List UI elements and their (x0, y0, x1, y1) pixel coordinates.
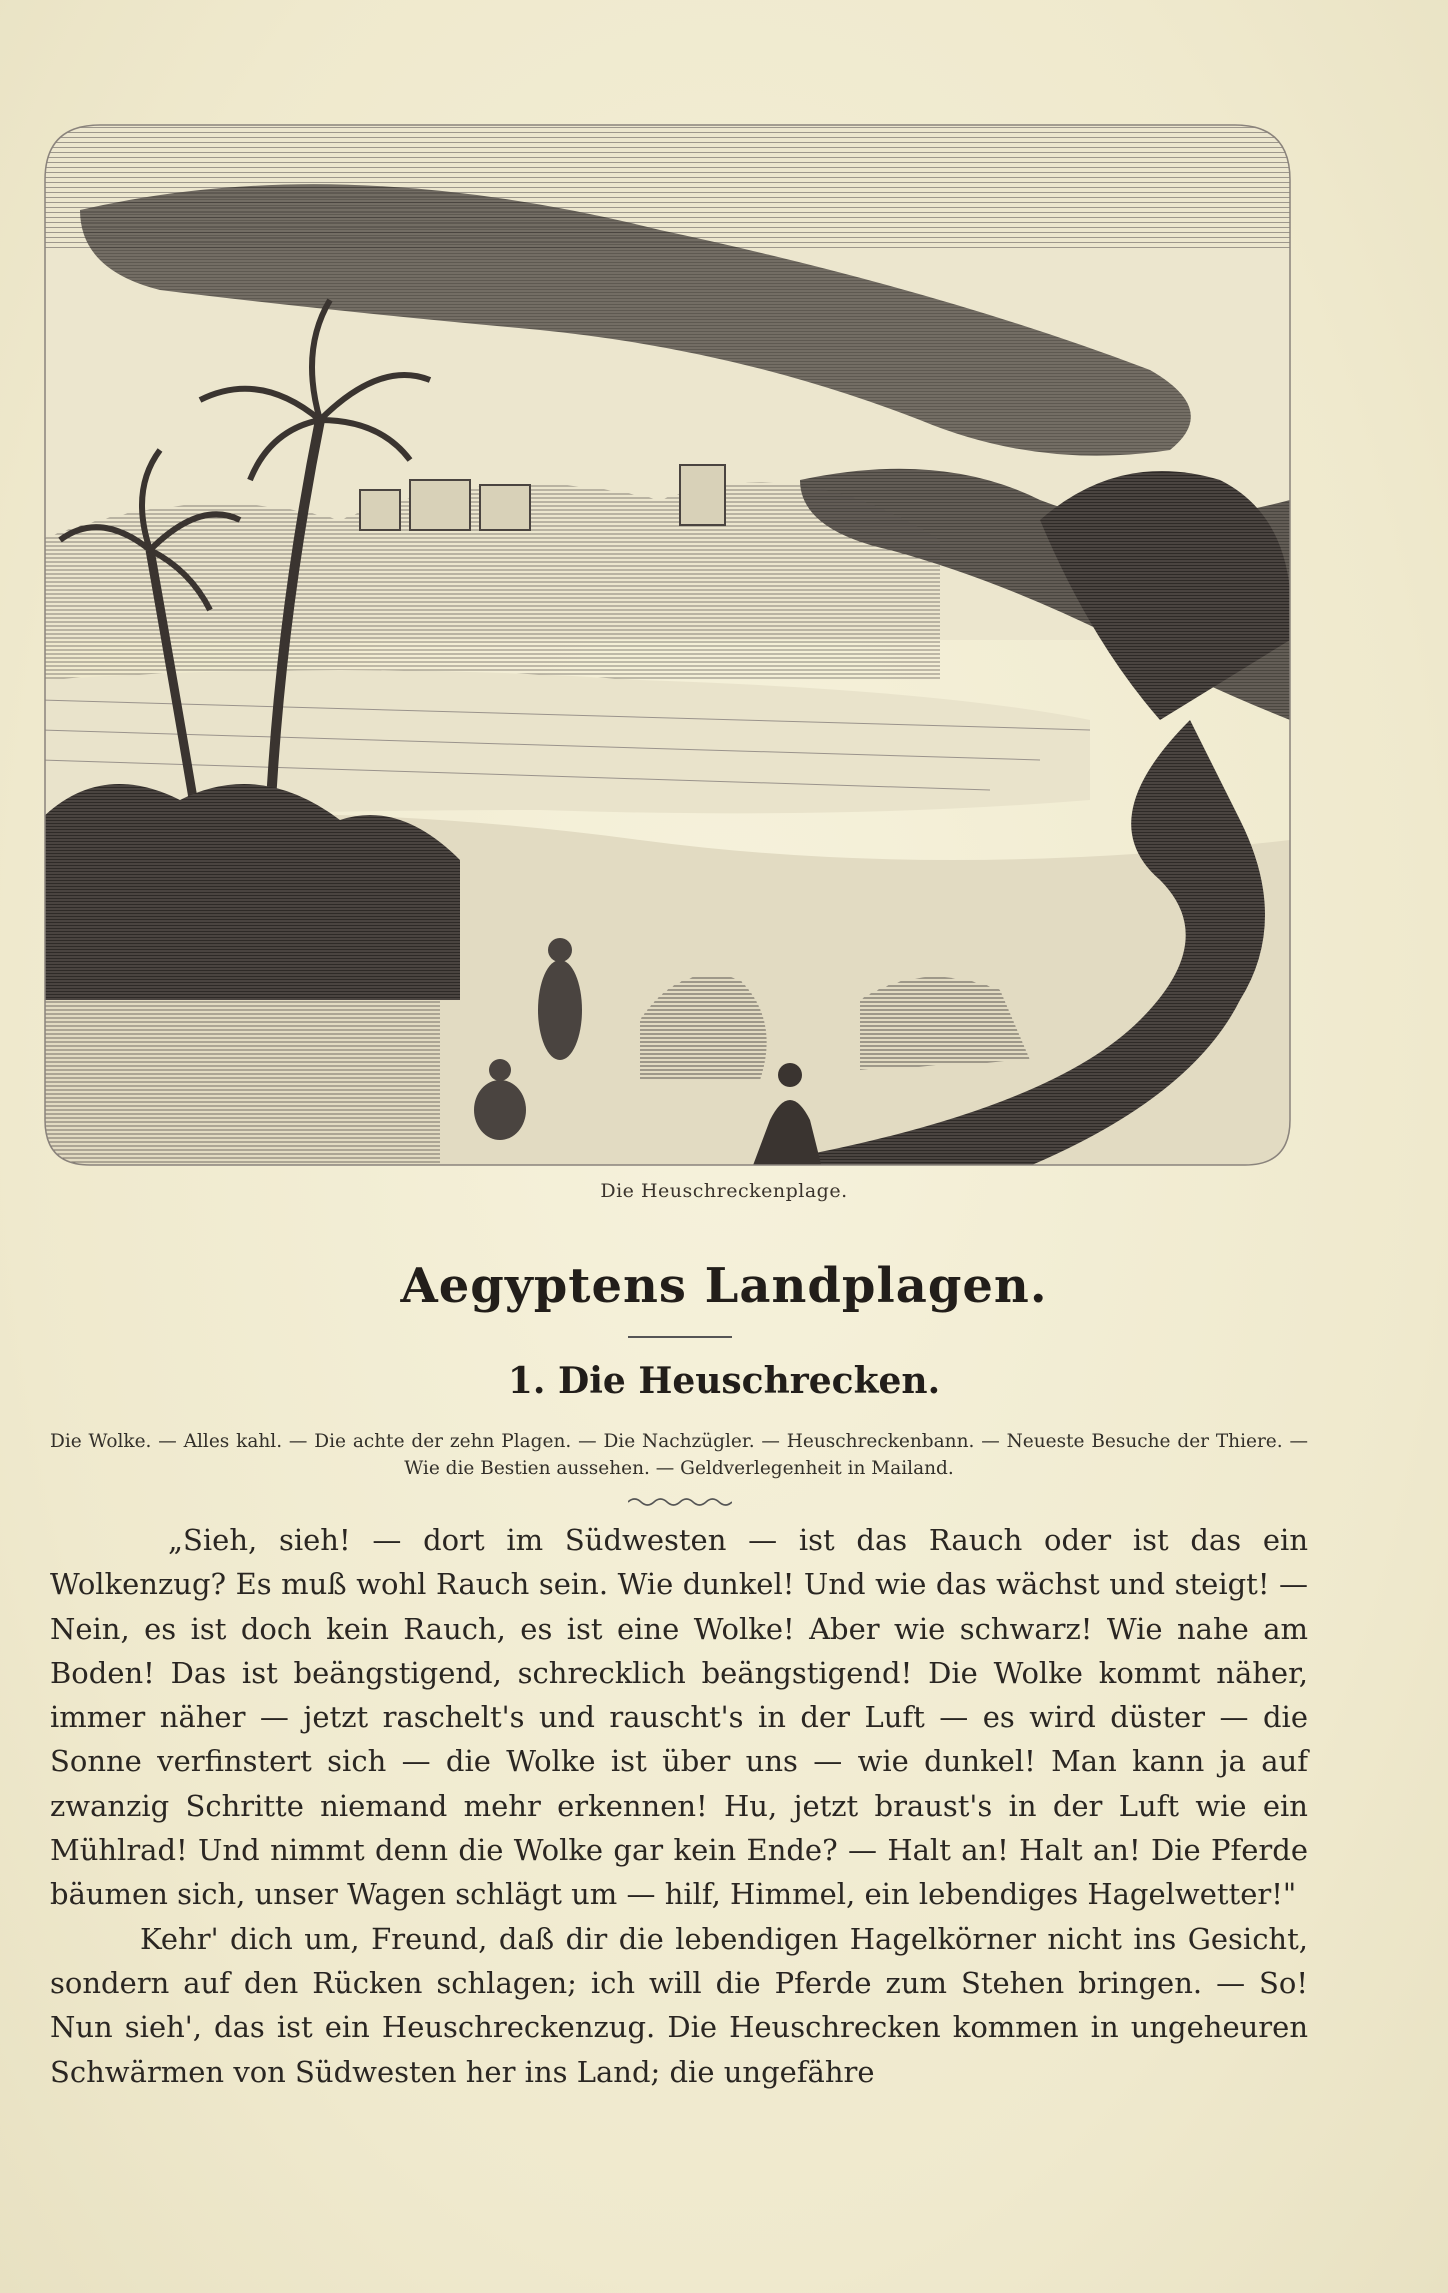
locust-plague-engraving-icon (40, 120, 1295, 1170)
engraving-illustration (40, 120, 1295, 1170)
wave-ornament-icon (628, 1496, 732, 1508)
section-heading: 1. Die Heuschrecken. (507, 1360, 941, 1402)
chapter-title: Aegyptens Landplagen. (400, 1258, 1048, 1314)
body-text (50, 1518, 1308, 2094)
section-summary: Die Wolke. — Alles kahl. — Die achte der zehn Plagen. — Die Nachzügler. — Heuschreckenbann. — Neueste Besuche der Thiere. — Wie die Bestien aussehen. — Geldverlegenheit in Mailand. (50, 1431, 1308, 1479)
paragraph: „Sieh, sieh! — dort im Südwesten — ist das Rauch oder ist das ein Wolkenzug? Es muß wohl Rauch sein. Wie dunkel! Und wie das wächst und steigt! — Nein, es ist doch kein Rauch, es ist eine Wolke! Aber wie schwarz! Wie nahe am Boden! Das ist beängstigend, schrecklich beängstigend! Die Wolke kommt näher, immer näher — jetzt raschelt's und rauscht's in der Luft — es wird düster — die Sonne verfinstert sich — die Wolke ist über uns — wie dunkel! Man kann ja auf zwanzig Schritte niemand mehr erkennen! Hu, jetzt braust's in der Luft wie ein Mühlrad! Und nimmt denn die Wolke gar kein Ende? — Halt an! Halt an! Die Pferde bäumen sich, unser Wagen schlägt um — hilf, Himmel, ein lebendiges Hagelwetter!" (50, 1523, 1308, 1912)
illustration-caption: Die Heuschreckenplage. (600, 1180, 848, 1202)
paragraph: Kehr' dich um, Freund, daß dir die lebendigen Hagelkörner nicht ins Gesicht, sondern auf den Rücken schlagen; ich will die Pferde zum Stehen bringen. — So! Nun sieh', das ist ein Heuschreckenzug. Die Heuschrecken kommen in ungeheuren Schwärmen von Südwesten her ins Land; die ungefähre (50, 1921, 1308, 2089)
title-divider (628, 1336, 732, 1338)
